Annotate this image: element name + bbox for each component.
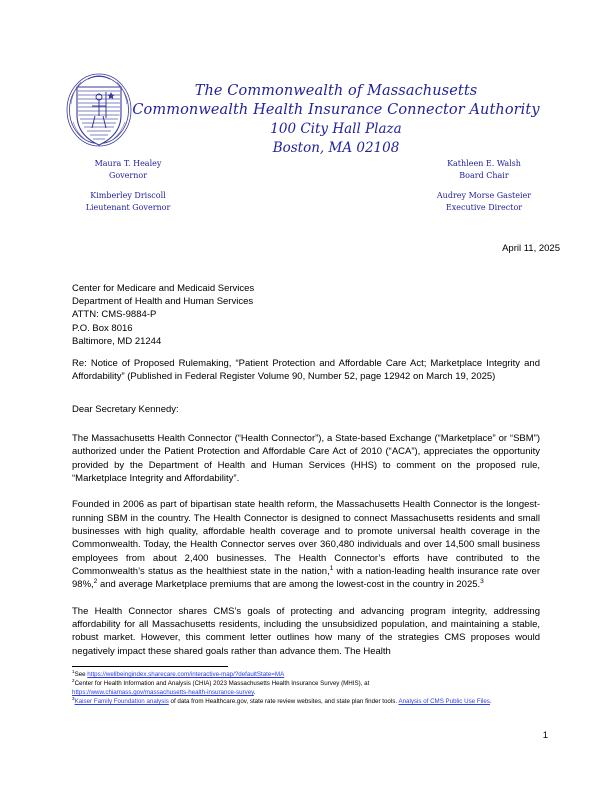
footnote-3 [72, 697, 540, 706]
org-address-street: 100 City Hall Plaza [270, 121, 402, 137]
official-title: Board Chair [459, 170, 509, 180]
address-line: ATTN: CMS-9884-P [72, 309, 157, 321]
footnote-marker-1[interactable]: 1 [329, 564, 334, 572]
footnote-number: 1 [72, 668, 75, 674]
footnote-text: See [74, 671, 88, 678]
official-title: Executive Director [445, 202, 523, 212]
footnote-2 [72, 679, 540, 697]
footnote-text: of data from Healthcare.gov, state rate review websites, and state plan finder tools. [168, 698, 399, 706]
footnote-text: Center for Health Information and Analysis (CHIA) 2023 Massachusetts Health Insurance Survey (MHIS), at [74, 680, 370, 688]
letter-body [72, 432, 540, 658]
officials-right-column [404, 158, 564, 222]
footnote-link-wellbeing-index[interactable]: https://wellbeingindex.sharecare.com/interactive-map/?defaultState=MA [87, 671, 285, 678]
official-name: Audrey Morse Gasteier [436, 191, 532, 200]
official-name: Maura T. Healey [94, 159, 162, 168]
footnote-text-suffix: . [489, 698, 492, 706]
footnote-marker-2[interactable]: 2 [93, 578, 98, 586]
letterhead [0, 68, 612, 158]
body-paragraph-3: The Health Connector shares CMS’s goals of protecting and advancing program integrity, addressing affordability for all Massachusetts residents, including the unsubsidized population, and maintaining a stable, robust market. However, this comment letter outlines how many of the strategies CMS proposes would negatively impact these shared goals rather than advance them. The Health [72, 605, 540, 657]
address-line: Baltimore, MD 21244 [72, 335, 162, 347]
subject-line: Re: Notice of Proposed Rulemaking, “Patient Protection and Affordable Care Act; Marketplace Integrity and Affordability” (Published in Federal Register Volume 90, Number 52, page 12942 on March 19, 2025) [72, 358, 540, 383]
address-line: Center for Medicare and Medicaid Services [72, 283, 255, 294]
official-name: Kimberley Driscoll [90, 191, 166, 200]
paragraph-2-part-b: with a nation-leading health insurance rate over 98%, [72, 565, 541, 591]
footnote-1 [72, 670, 540, 679]
official-title: Lieutenant Governor [85, 202, 171, 212]
footnote-separator-rule [72, 666, 228, 667]
address-line: P.O. Box 8016 [72, 322, 133, 334]
official-board-chair [404, 158, 564, 181]
official-title: Governor [108, 170, 148, 180]
paragraph-2-part-a: Founded in 2006 as part of bipartisan state health reform, the Massachusetts Health Connector is the longest-running SBM in the country. The Health Connector is designed to connect Massachusetts residents and small businesses with high quality, affordable health coverage and to promote universal health coverage in the Commonwealth. Today, the Health Connector serves over 360,480 individuals and over 14,500 small business employees from about 2,400 businesses. The Health Connector’s efforts have contributed to the Commonwealth’s status as the healthiest state in the nation, [72, 499, 540, 577]
official-lieutenant-governor [48, 190, 208, 213]
footnote-link-cms-public-use-files[interactable]: Analysis of CMS Public Use Files [398, 698, 490, 706]
officials-left-column [48, 158, 208, 222]
official-executive-director [404, 190, 564, 213]
page-number: 1 [542, 730, 548, 741]
footnote-text-suffix: . [253, 689, 256, 697]
org-address-city: Boston, MA 02108 [272, 140, 400, 156]
footnote-marker-3[interactable]: 3 [480, 578, 484, 586]
address-line: Department of Health and Human Services [72, 296, 254, 308]
footnote-link-kff-analysis[interactable]: Kaiser Family Foundation analysis [74, 698, 169, 706]
recipient-address [72, 282, 254, 348]
footnote-link-chiamass[interactable]: https://www.chiamass.gov/massachusetts-health-insurance-survey [72, 689, 254, 697]
paragraph-2-part-c: and average Marketplace premiums that are among the lowest-cost in the country in 2025. [97, 579, 481, 591]
salutation: Dear Secretary Kennedy: [72, 404, 179, 415]
official-governor [48, 158, 208, 181]
org-line-commonwealth: The Commonwealth of Massachusetts [194, 83, 478, 99]
body-paragraph-2 [72, 498, 540, 591]
letterhead-titles [110, 82, 562, 158]
letter-date: April 11, 2025 [502, 243, 560, 254]
footnote-area [72, 666, 540, 706]
footnote-number: 3 [72, 696, 75, 702]
footnote-list [72, 670, 540, 706]
official-name: Kathleen E. Walsh [447, 159, 521, 168]
body-paragraph-1: The Massachusetts Health Connector (“Health Connector”), a State-based Exchange (“Marketplace” or “SBM”) authorized under the Patient Protection and Affordable Care Act of 2010 (“ACA”), appreciates the opportunity provided by the Department of Health and Human Services (HHS) to comment on the proposed rule, “Marketplace Integrity and Affordability”. [72, 433, 540, 484]
org-line-authority: Commonwealth Health Insurance Connector Authority [132, 102, 540, 118]
footnote-number: 2 [72, 678, 75, 684]
